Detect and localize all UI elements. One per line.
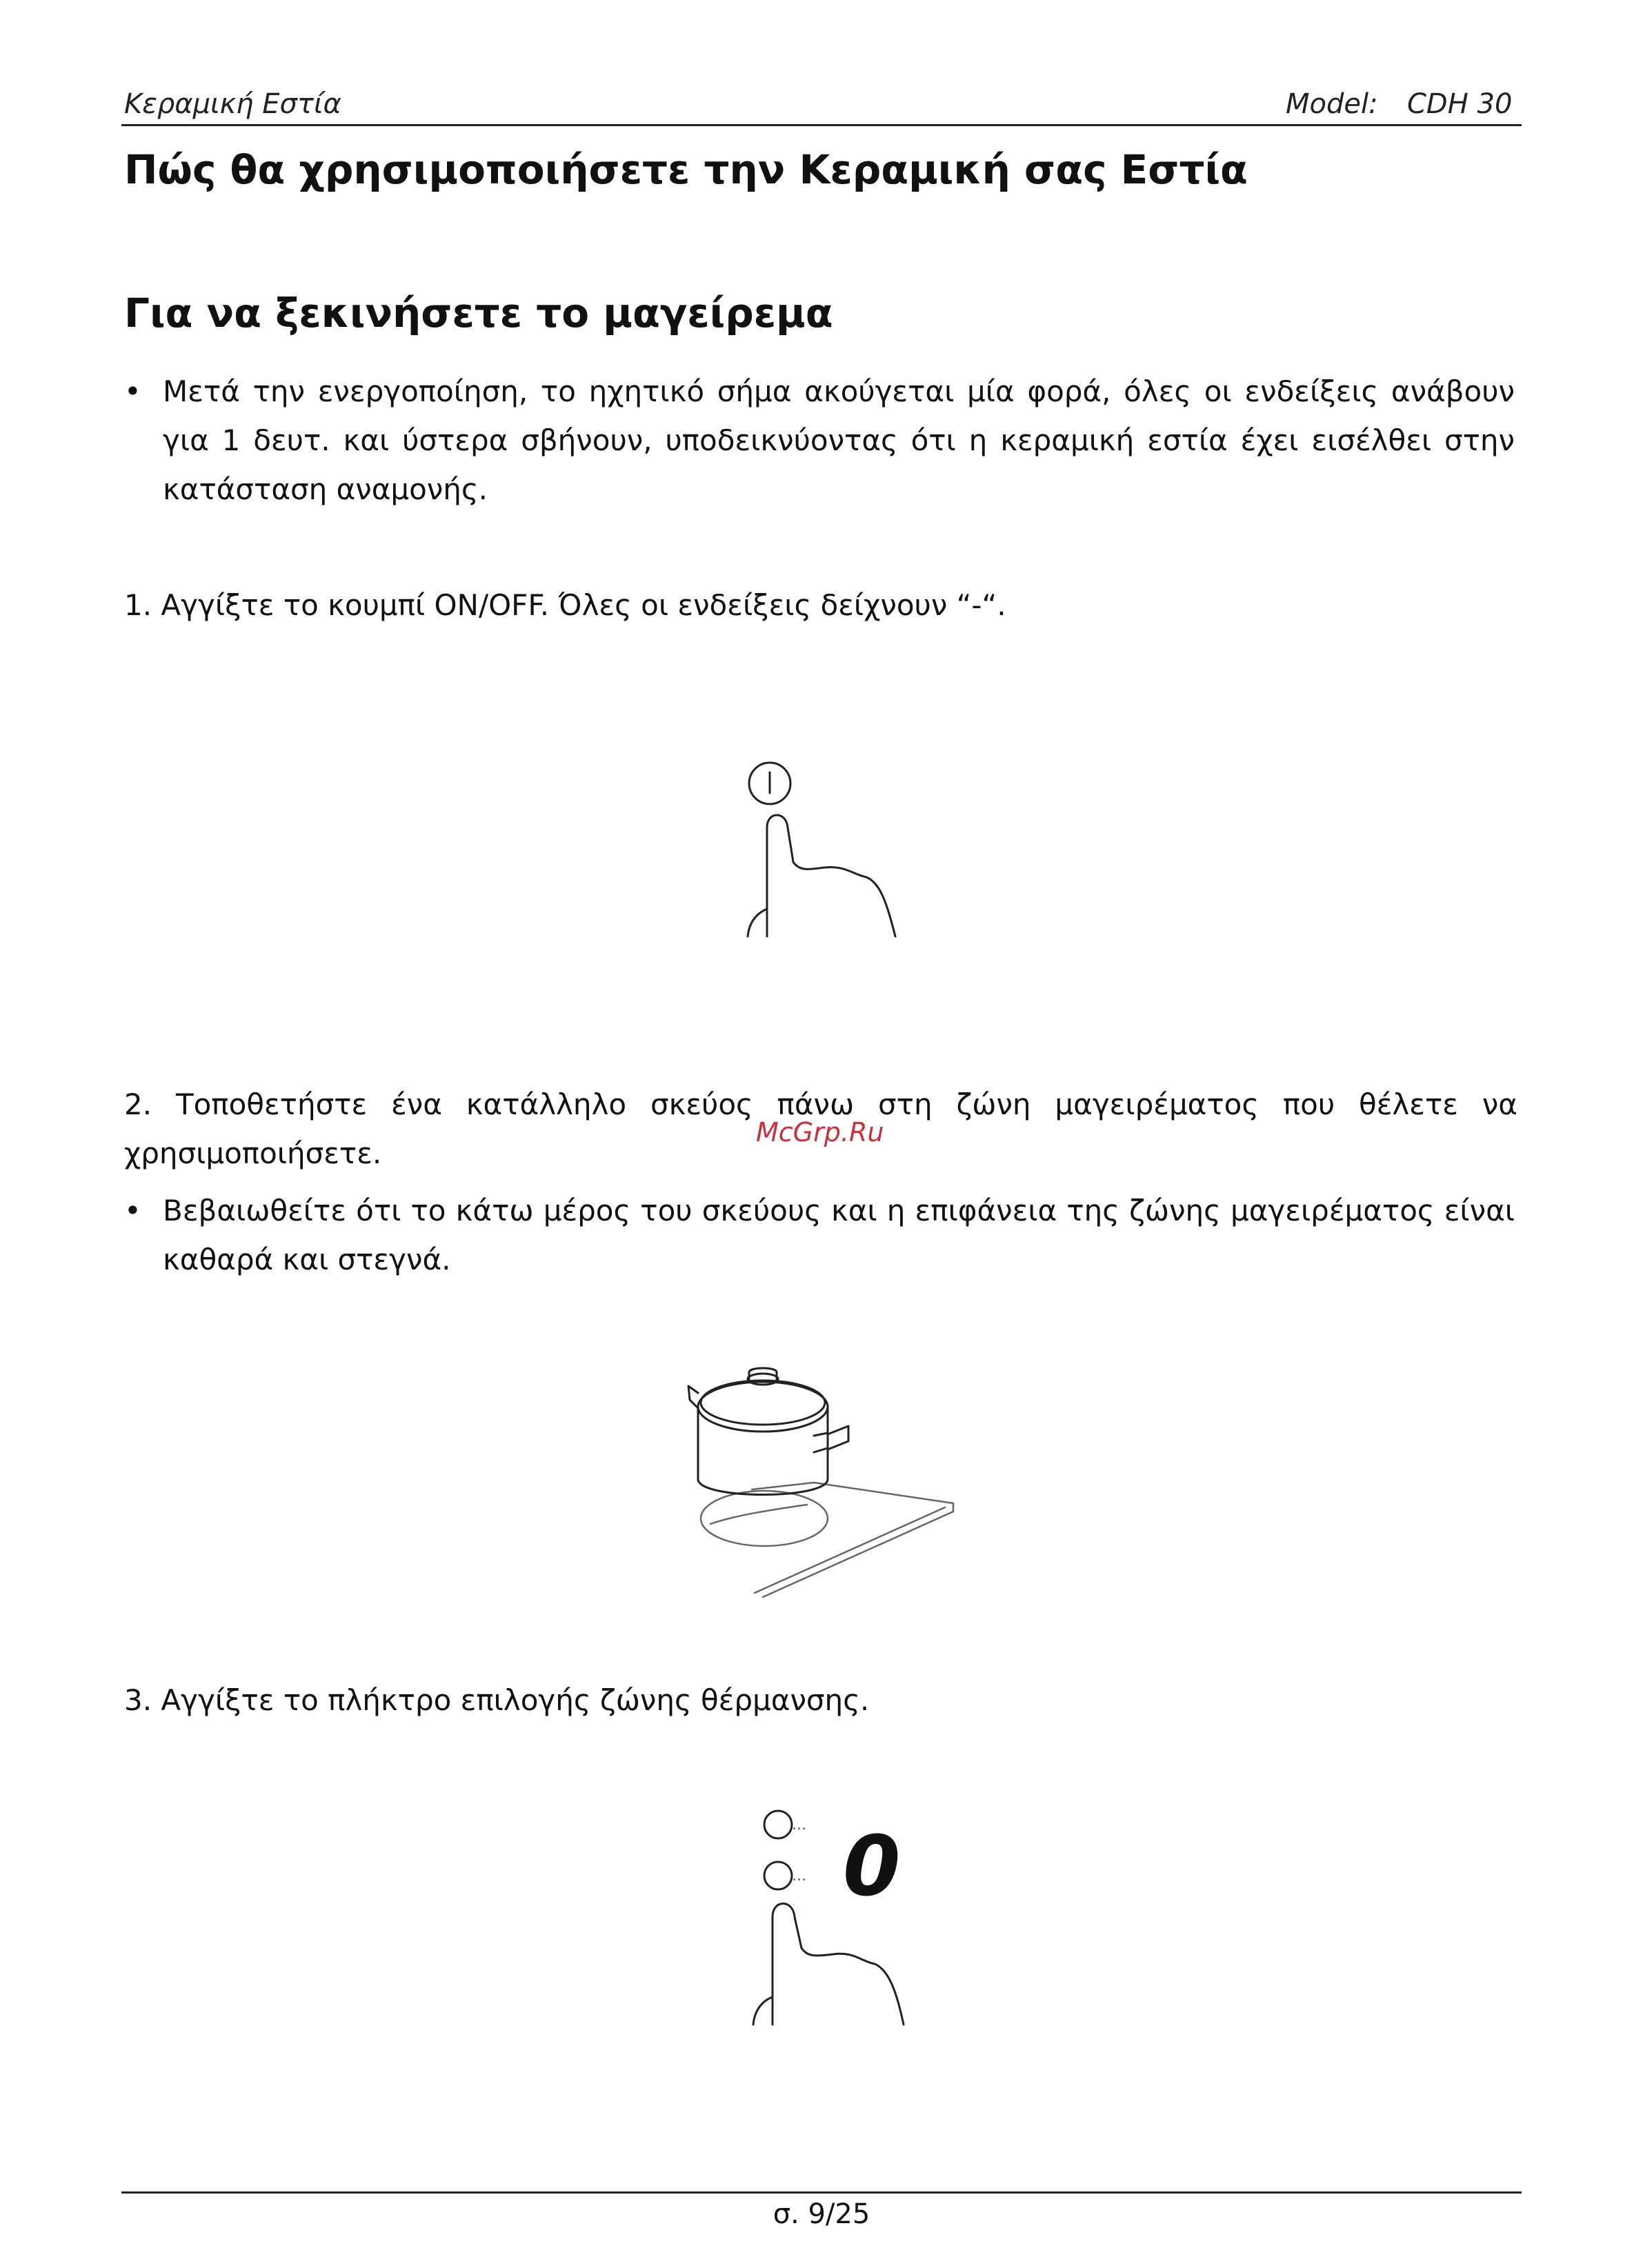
- step-3-text: 3. Αγγίξτε το πλήκτρο επιλογής ζώνης θέρμανσης.: [124, 1683, 870, 1717]
- power-button-illustration: [742, 759, 908, 945]
- zone-select-button-icon: [764, 1811, 792, 1889]
- page-title: Πώς θα χρησιμοποιήσετε την Κεραμική σας Εστία: [124, 146, 1248, 193]
- bullet-marker: •: [124, 1194, 141, 1227]
- bullet-startup-note: Μετά την ενεργοποίηση, το ηχητικό σήμα ακούγεται μία φορά, όλες οι ενδείξεις ανάβουν για 1 δευτ. και ύστερα σβήνουν, υποδεικνύοντας ότι η κεραμική εστία έχει εισέλθει στην κατάσταση αναμονής.: [163, 374, 1515, 506]
- power-level-display: 0: [843, 1819, 901, 1915]
- footer-rule: [121, 2191, 1522, 2194]
- zone-indicator-dots: ...: [792, 1867, 806, 1885]
- header-model-value: CDH 30: [1407, 88, 1513, 120]
- page-number: σ. 9/25: [773, 2198, 870, 2230]
- bullet-clean-dry-note: Βεβαιωθείτε ότι το κάτω μέρος του σκεύους και η επιφάνεια της ζώνης μαγειρέματος είναι καθαρά και στεγνά.: [163, 1194, 1515, 1276]
- header-document-title: Κεραμική Εστία: [124, 88, 341, 120]
- step-2-text: 2. Τοποθετήστε ένα κατάλληλο σκεύος πάνω στη ζώνη μαγειρέματος που θέλετε να χρησιμοποιήσετε.: [124, 1087, 1517, 1170]
- hand-pointer-icon: [748, 815, 895, 936]
- hand-pointer-icon: [753, 1904, 904, 2025]
- watermark-text: McGrp.Ru: [756, 1117, 884, 1147]
- pot-on-hob-illustration: [683, 1352, 959, 1607]
- bullet-marker: •: [124, 374, 141, 408]
- pot-on-hob-icon: [688, 1368, 953, 1597]
- header-rule: [121, 124, 1522, 126]
- header-model-label: Model:: [1286, 88, 1378, 120]
- step-1-text: 1. Αγγίξτε το κουμπί ON/OFF. Όλες οι ενδείξεις δείχνουν “-“.: [124, 588, 1006, 622]
- power-button-icon: [749, 763, 790, 804]
- zone-indicator-dots: ...: [792, 1816, 806, 1834]
- section-title: Για να ξεκινήσετε το μαγείρεμα: [124, 290, 833, 337]
